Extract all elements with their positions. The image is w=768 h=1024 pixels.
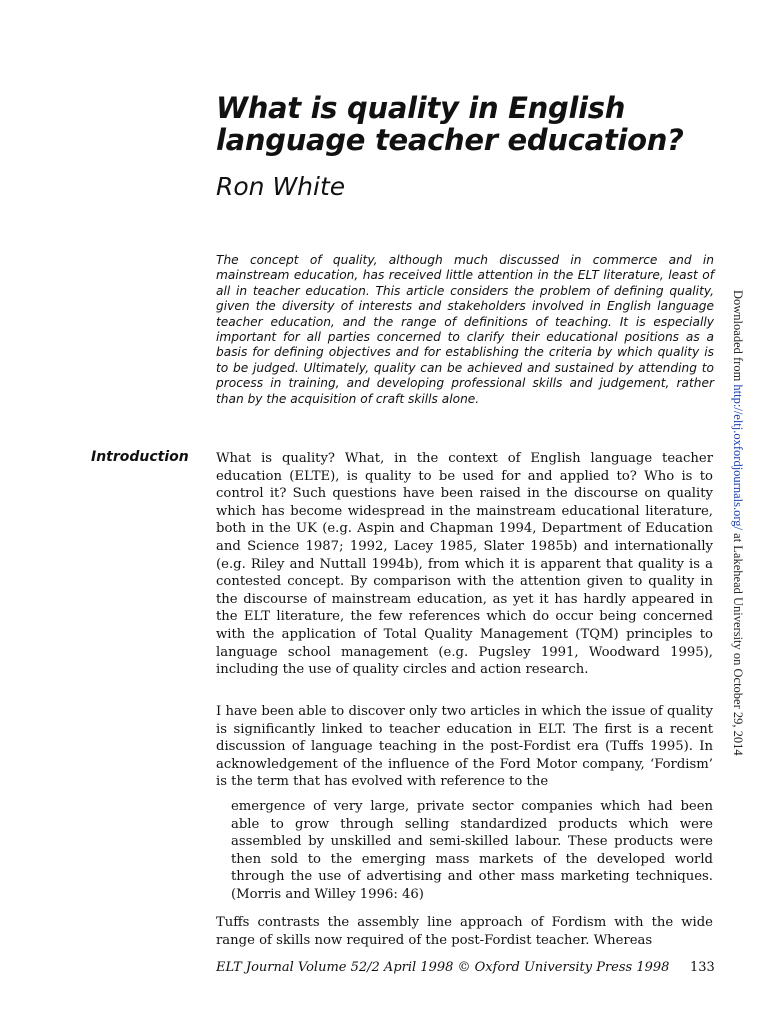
section-heading-introduction: Introduction — [91, 449, 189, 465]
body-paragraph: What is quality? What, in the context of English language teacher education (ELTE), is quality to be used for and applied to? Who is to control it? Such questions have been raised in the discourse on quality which has become widespread in the mainstream educational literature, both in the UK (e.g. Aspin and Chapman 1994, Department of Education and Science 1987; 1992, Lacey 1985, Slater 1985b) and internationally (e.g. Riley and Nuttall 1994b), from which it is apparent that quality is a contested concept. By comparison with the attention given to quality in the discourse of mainstream education, as yet it has hardly appeared in the ELT literature, the few references which do occur being concerned with the application of Total Quality Management (TQM) principles to language school management (e.g. Pugsley 1991, Woodward 1995), including the use of quality circles and action research. — [216, 451, 713, 678]
download-watermark — [731, 290, 745, 756]
download-source-link[interactable]: http://eltj.oxfordjournals.org/ — [731, 384, 745, 531]
page-number: 133 — [690, 960, 715, 975]
download-watermark-prefix: Downloaded from — [731, 290, 745, 385]
journal-citation-footer: ELT Journal Volume 52/2 April 1998 © Oxford University Press 1998 — [216, 960, 670, 975]
body-paragraph: Tuffs contrasts the assembly line approach of Fordism with the wide range of skills now required of the post-Fordist teacher. Whereas — [216, 915, 713, 948]
block-quote: emergence of very large, private sector companies which had been able to grow through selling standardized products which were assembled by unskilled and semi-skilled labour. These products were then sold to the emerging mass markets of the developed world through the use of advertising and other mass marketing techniques. (Morris and Willey 1996: 46) — [231, 799, 713, 902]
body-paragraph: I have been able to discover only two articles in which the issue of quality is significantly linked to teacher education in ELT. The first is a recent discussion of language teaching in the post-Fordist era (Tuffs 1995). In acknowledgement of the influence of the Ford Motor company, ‘Fordism’ is the term that has evolved with reference to the — [216, 704, 713, 790]
article-title: What is quality in English language teacher education? — [216, 91, 684, 157]
download-watermark-suffix: at Lakehead University on October 29, 2014 — [731, 530, 745, 756]
article-abstract: The concept of quality, although much discussed in commerce and in mainstream education, has received little attention in the ELT literature, least of all in teacher education. This article considers the problem of defining quality, given the diversity of interests and stakeholders involved in English language teacher education, and the range of definitions of teaching. It is especially important for all parties concerned to clarify their educational positions as a basis for defining objectives and for establishing the criteria by which quality is to be judged. Ultimately, quality can be achieved and sustained by attending to process in training, and developing professional skills and judgement, rather than by the acquisition of craft skills alone. — [216, 253, 714, 406]
article-author: Ron White — [216, 172, 346, 201]
